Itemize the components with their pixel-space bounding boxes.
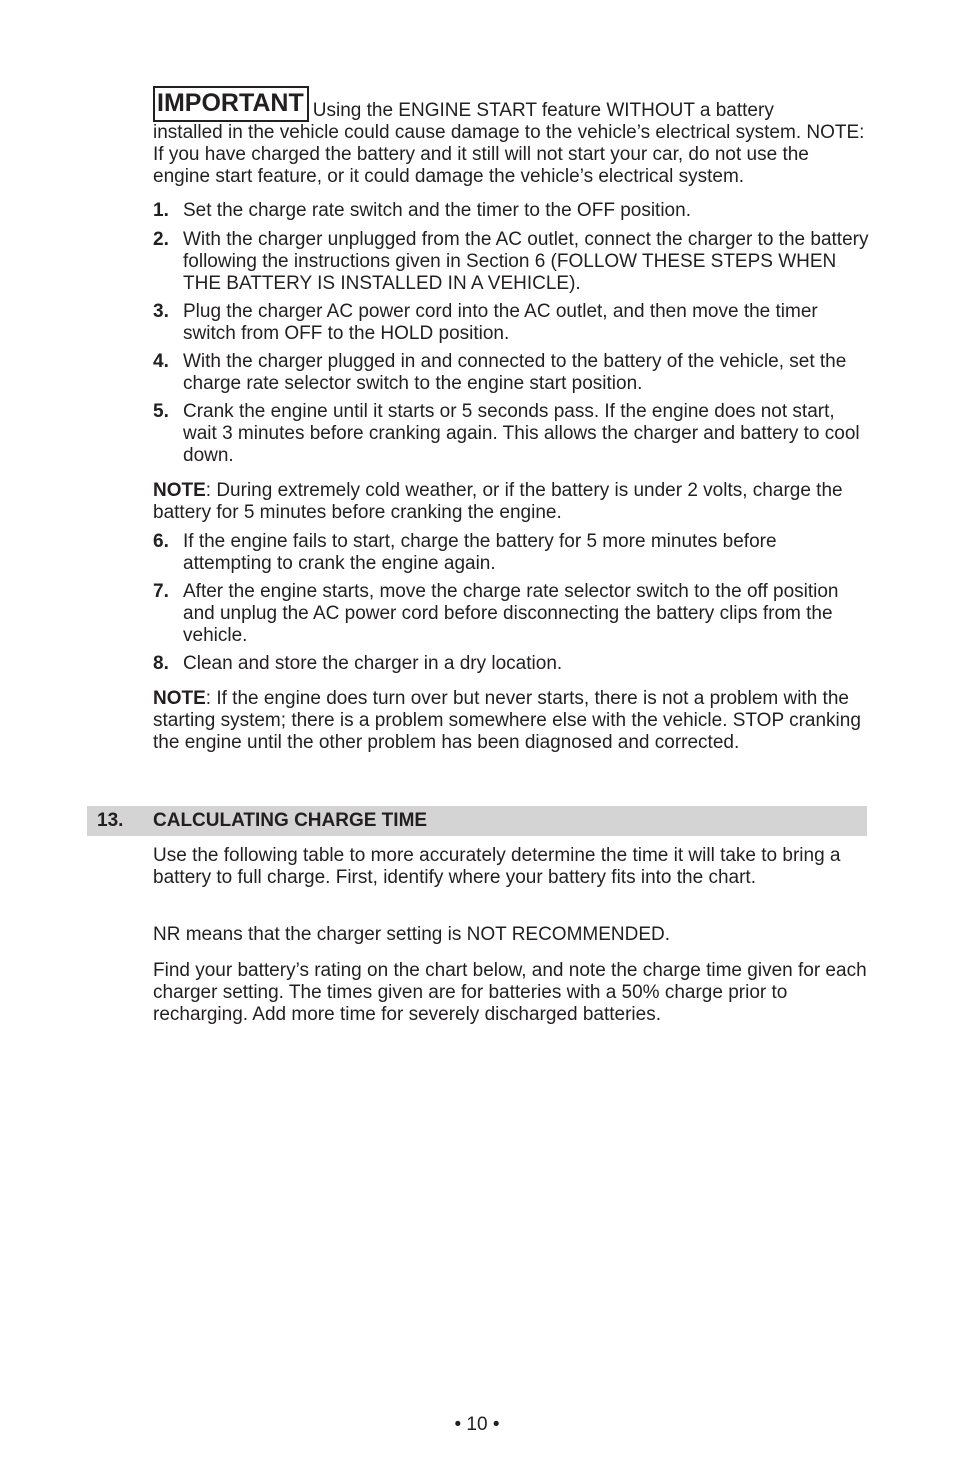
note-engine-turns-over [153,688,869,754]
step-7 [153,581,869,647]
section-paragraph-3: Find your battery’s rating on the chart below, and note the charge time given for each charger setting. The times given are for batteries with a 50% charge prior to recharging. Add more time for severely discharged batteries. [153,960,867,1025]
step-6 [153,531,869,575]
step-number: 7. [153,581,169,602]
note-text: : During extremely cold weather, or if the battery is under 2 volts, charge the battery for 5 minutes before cranking the engine. [153,480,843,523]
step-number: 6. [153,531,169,552]
step-text: Clean and store the charger in a dry location. [183,653,563,674]
note-text: : If the engine does turn over but never starts, there is not a problem with the starting system; there is a problem somewhere else with the vehicle. STOP cranking the engine until the other problem has been diagnosed and corrected. [153,688,861,753]
step-number: 2. [153,229,169,250]
note-label: NOTE [153,688,206,709]
section-number: 13. [97,810,124,831]
important-body: installed in the vehicle could cause damage to the vehicle’s electrical system. NOTE: If you have charged the battery and it still will not start your car, do not use the engine start feature, or it could damage the vehicle’s electrical system. [153,122,865,187]
section-header [87,806,867,836]
step-text: Set the charge rate switch and the timer to the OFF position. [183,200,691,221]
section-paragraph-1: Use the following table to more accurately determine the time it will take to bring a battery to full charge. First, identify where your battery fits into the chart. [153,845,841,888]
step-text: With the charger plugged in and connected to the battery of the vehicle, set the charge rate selector switch to the engine start position. [183,351,847,394]
step-text: After the engine starts, move the charge rate selector switch to the off position and unplug the AC power cord before disconnecting the battery clips from the vehicle. [183,581,839,646]
section-paragraph-2: NR means that the charger setting is NOT RECOMMENDED. [153,924,671,945]
important-first-line: Using the ENGINE START feature WITHOUT a battery [312,100,774,121]
step-number: 3. [153,301,169,322]
step-2 [153,229,869,295]
step-text: Plug the charger AC power cord into the AC outlet, and then move the timer switch from OFF to the HOLD position. [183,301,818,344]
step-number: 5. [153,401,169,422]
important-notice [153,86,869,188]
step-number: 8. [153,653,169,674]
section-title: CALCULATING CHARGE TIME [153,810,428,831]
step-number: 1. [153,200,169,221]
step-1 [153,200,869,222]
step-8 [153,653,869,675]
step-5 [153,401,869,467]
step-text: With the charger unplugged from the AC outlet, connect the charger to the battery following the instructions given in Section 6 (FOLLOW THESE STEPS WHEN THE BATTERY IS INSTALLED IN A VEHICLE). [183,229,869,294]
note-label: NOTE [153,480,206,501]
note-cold-weather [153,480,869,524]
step-4 [153,351,869,395]
step-text: Crank the engine until it starts or 5 seconds pass. If the engine does not start, wait 3 minutes before cranking again. This allows the charger and battery to cool down. [183,401,860,466]
step-number: 4. [153,351,169,372]
important-label: IMPORTANT [153,86,309,122]
step-3 [153,301,869,345]
page-number: • 10 • [454,1414,500,1435]
step-text: If the engine fails to start, charge the battery for 5 more minutes before attempting to crank the engine again. [183,531,777,574]
